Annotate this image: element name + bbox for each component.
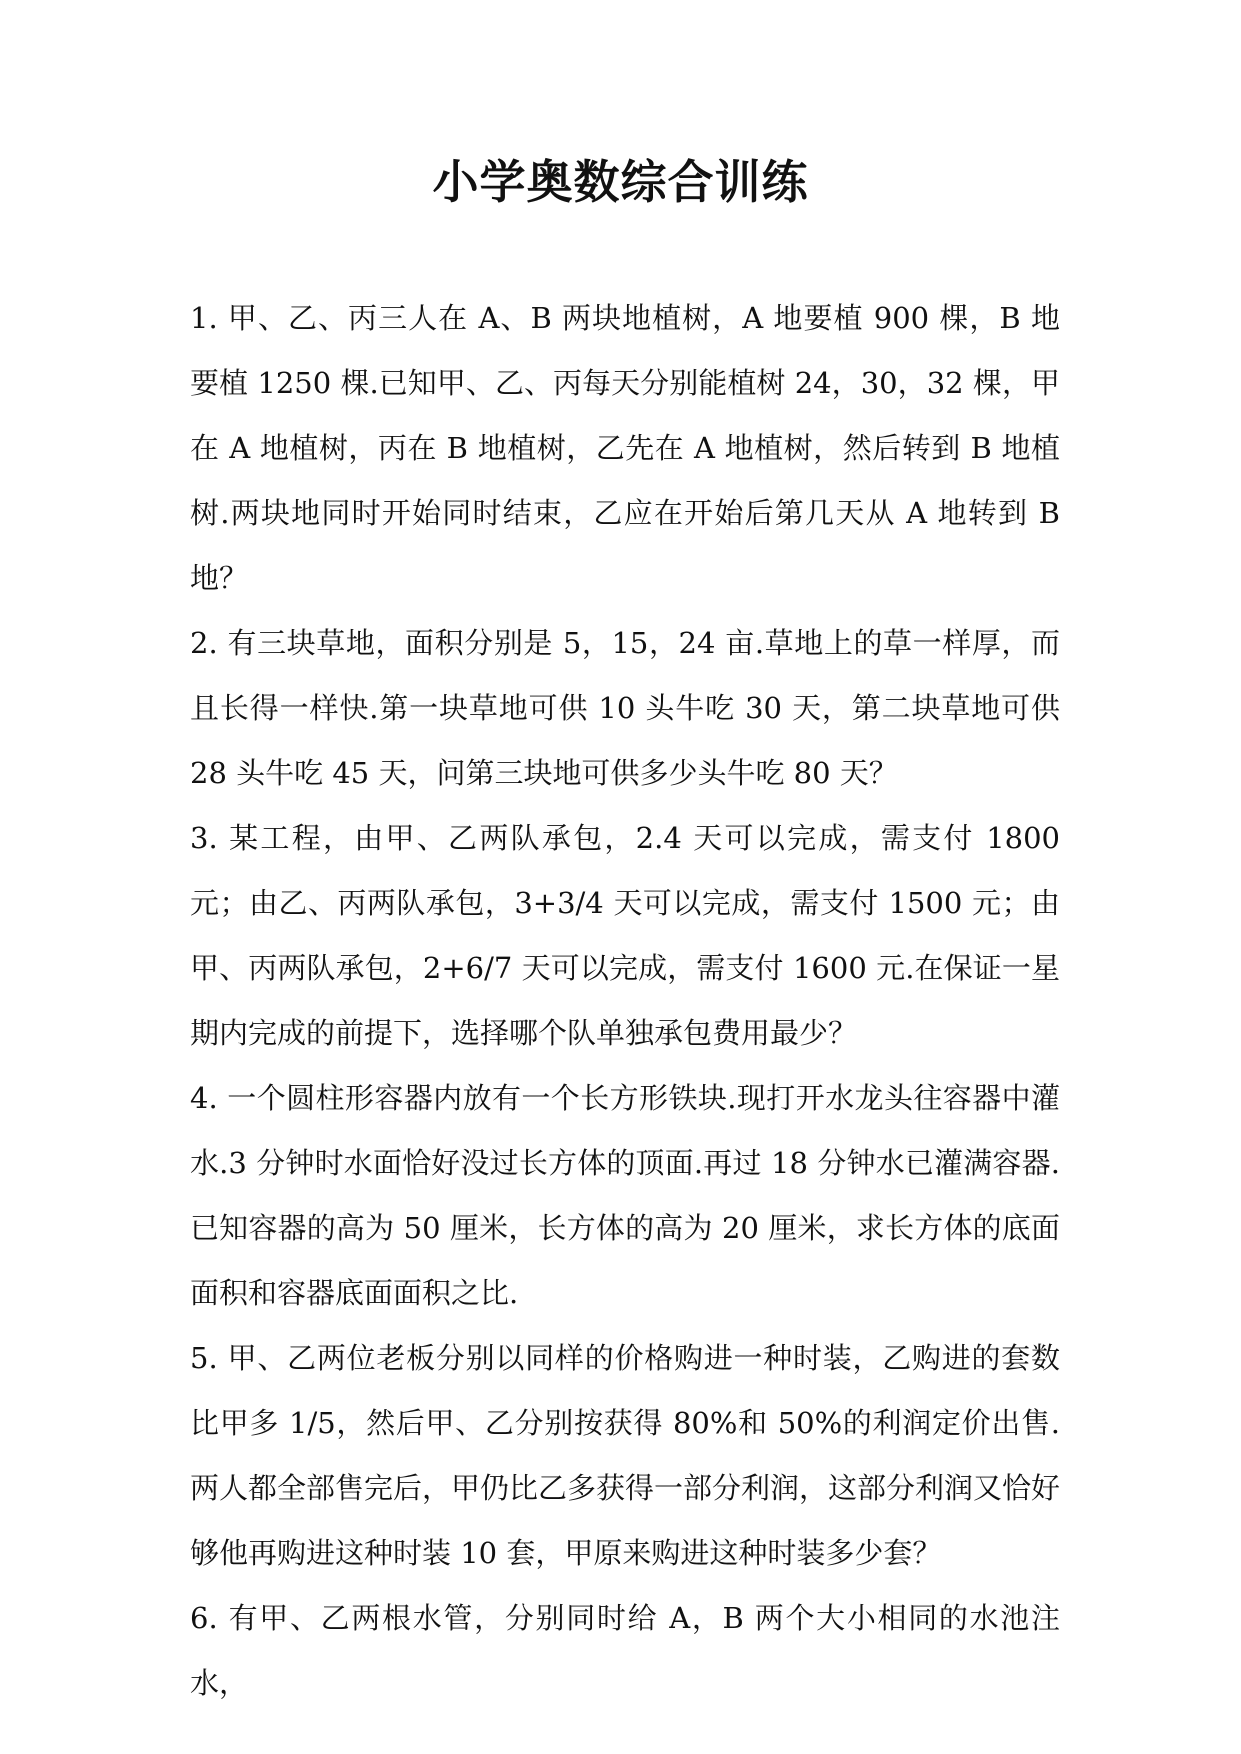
problem-2: 2. 有三块草地，面积分别是 5，15，24 亩.草地上的草一样厚，而且长得一样快.第一块草地可供 10 头牛吃 30 天，第二块草地可供 28 头牛吃 45 天，问第三块地可供多少头牛吃 80 天？ xyxy=(190,626,1060,790)
problem-5: 5. 甲、乙两位老板分别以同样的价格购进一种时装，乙购进的套数比甲多 1/5，然后甲、乙分别按获得 80%和 50%的利润定价出售.两人都全部售完后，甲仍比乙多获得一部分利润，这部分利润又恰好够他再购进这种时装 10 套，甲原来购进这种时装多少套？ xyxy=(190,1341,1061,1570)
problem-3: 3. 某工程，由甲、乙两队承包，2.4 天可以完成，需支付 1800 元；由乙、丙两队承包，3+3/4 天可以完成，需支付 1500 元；由甲、丙两队承包，2+6/7 天可以完成，需支付 1600 元.在保证一星期内完成的前提下，选择哪个队单独承包费用最少？ xyxy=(190,821,1060,1050)
problem-4: 4. 一个圆柱形容器内放有一个长方形铁块.现打开水龙头往容器中灌水.3 分钟时水面恰好没过长方体的顶面.再过 18 分钟水已灌满容器.已知容器的高为 50 厘米，长方体的高为 20 厘米，求长方体的底面面积和容器底面面积之比. xyxy=(190,1081,1060,1310)
problem-list xyxy=(190,286,1060,1716)
problem-1: 1. 甲、乙、丙三人在 A、B 两块地植树，A 地要植 900 棵，B 地要植 1250 棵.已知甲、乙、丙每天分别能植树 24，30，32 棵，甲在 A 地植树，丙在 B 地植树，乙先在 A 地植树，然后转到 B 地植树.两块地同时开始同时结束，乙应在开始后第几天从 A 地转到 B 地？ xyxy=(190,301,1060,595)
page-title: 小学奥数综合训练 xyxy=(432,155,809,209)
problem-6: 6. 有甲、乙两根水管，分别同时给 A，B 两个大小相同的水池注水， xyxy=(190,1601,1060,1700)
